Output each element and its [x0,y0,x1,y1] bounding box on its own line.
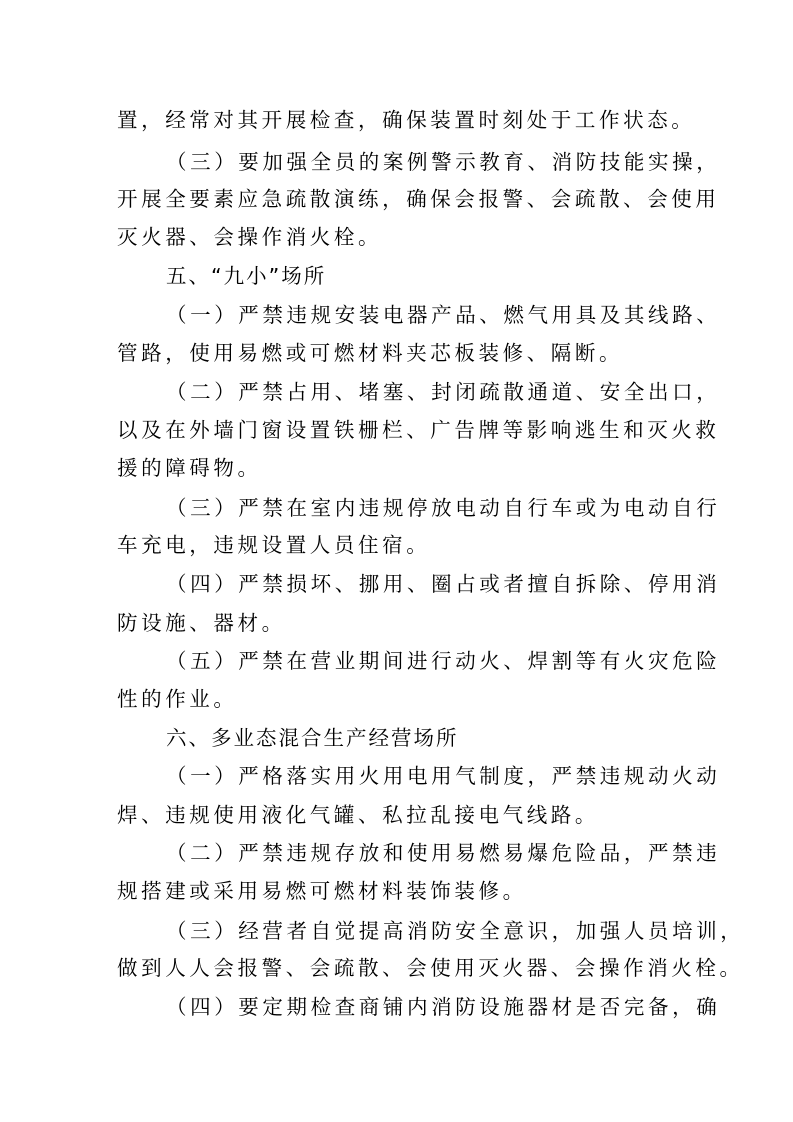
text-line: 援的障碍物。 [117,456,262,480]
text-line: 规搭建或采用易燃可燃材料装饰装修。 [117,879,527,903]
text-line: （三）经营者自觉提高消防安全意识，加强人员培训， [166,919,745,943]
text-line: （一）严格落实用火用电用气制度，严禁违规动火动 [166,764,721,788]
text-line: 以及在外墙门窗设置铁栅栏、广告牌等影响逃生和灭火救 [117,418,720,442]
section-heading: 六、多业态混合生产经营场所 [166,726,459,750]
text-line: 开展全要素应急疏散演练，确保会报警、会疏散、会使用 [117,187,720,211]
text-line: （五）严禁在营业期间进行动火、焊割等有火灾危险 [166,649,721,673]
text-line: （二）严禁违规存放和使用易燃易爆危险品，严禁违 [166,841,721,865]
text-line: 管路，使用易燃或可燃材料夹芯板装修、隔断。 [117,341,624,365]
text-line: 置，经常对其开展检查，确保装置时刻处于工作状态。 [117,108,696,132]
text-line: 性的作业。 [117,687,238,711]
section-heading: 五、“九小”场所 [166,264,327,288]
text-line: 灭火器、会操作消火栓。 [117,225,383,249]
text-line: 防设施、器材。 [117,611,286,635]
text-line: （四）严禁损坏、挪用、圈占或者擅自拆除、停用消 [166,572,721,596]
text-line: （三）严禁在室内违规停放电动自行车或为电动自行 [166,496,721,520]
text-line: （四）要定期检查商铺内消防设施器材是否完备，确 [166,995,721,1019]
text-line: 车充电，违规设置人员住宿。 [117,533,431,557]
text-line: 焊、违规使用液化气罐、私拉乱接电气线路。 [117,803,599,827]
text-line: （三）要加强全员的案例警示教育、消防技能实操， [166,150,721,174]
text-line: 做到人人会报警、会疏散、会使用灭火器、会操作消火栓。 [117,956,744,980]
text-line: （一）严禁违规安装电器产品、燃气用具及其线路、 [166,303,721,327]
text-line: （二）严禁占用、堵塞、封闭疏散通道、安全出口， [166,380,721,404]
